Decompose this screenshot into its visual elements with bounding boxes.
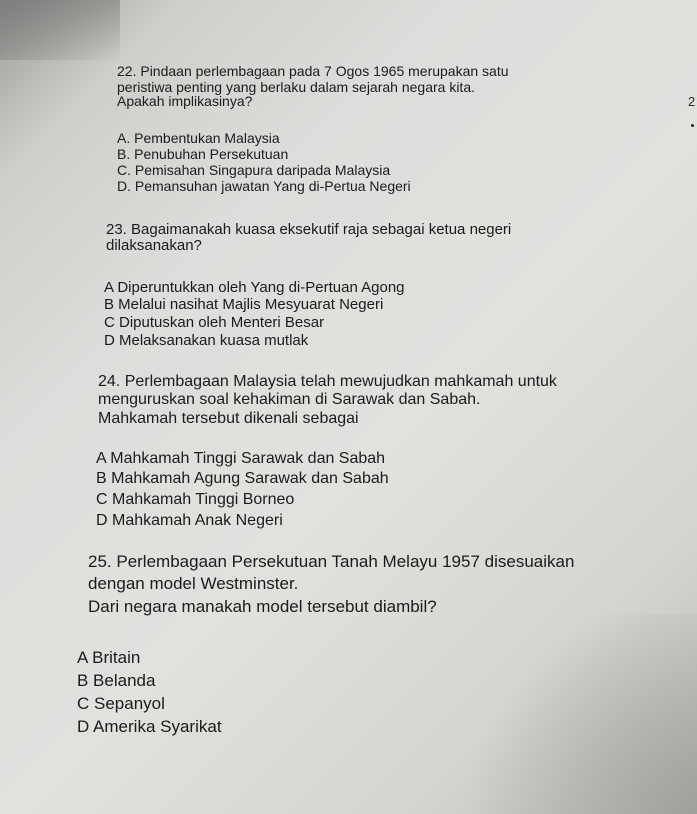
question-22-line-2: peristiwa penting yang berlaku dalam sejarah negara kita. (117, 79, 475, 95)
question-25-line-2: dengan model Westminster. (88, 574, 299, 593)
question-24-line-1: 24. Perlembagaan Malaysia telah mewujudkan mahkamah untuk (98, 373, 557, 390)
question-23-option-d: D Melaksanakan kuasa mutlak (104, 332, 309, 349)
question-24-line-3: Mahkamah tersebut dikenali sebagai (98, 410, 359, 427)
side-dot-mark (691, 124, 694, 127)
question-23-option-c: C Diputuskan oleh Menteri Besar (104, 314, 325, 331)
question-25-option-d: D Amerika Syarikat (77, 717, 222, 736)
question-22-option-d: D. Pemansuhan jawatan Yang di-Pertua Negeri (117, 178, 411, 194)
question-25-option-a: A Britain (77, 648, 141, 667)
question-23-line-2: dilaksanakan? (106, 237, 202, 254)
question-24-option-a: A Mahkamah Tinggi Sarawak dan Sabah (96, 450, 386, 467)
question-25-line-1: 25. Perlembagaan Persekutuan Tanah Melayu 1957 disesuaikan (88, 552, 575, 571)
question-24-option-d: D Mahkamah Anak Negeri (96, 512, 283, 529)
question-22-option-c: C. Pemisahan Singapura daripada Malaysia (117, 162, 391, 178)
question-23-option-a: A Diperuntukkan oleh Yang di-Pertuan Agong (104, 279, 405, 296)
question-22-option-a: A. Pembentukan Malaysia (117, 130, 280, 146)
question-24-option-c: C Mahkamah Tinggi Borneo (96, 491, 295, 508)
question-22-line-1: 22. Pindaan perlembagaan pada 7 Ogos 1965 merupakan satu (117, 63, 509, 79)
question-25-option-b: B Belanda (77, 671, 156, 690)
question-24-option-b: B Mahkamah Agung Sarawak dan Sabah (96, 470, 389, 487)
page-shadow-top-left (0, 0, 120, 60)
page-shadow-bottom-right (437, 614, 697, 814)
question-25-option-c: C Sepanyol (77, 694, 165, 713)
question-22-line-3: Apakah implikasinya? (117, 93, 253, 109)
side-page-number: 2 (688, 94, 696, 109)
question-23-line-1: 23. Bagaimanakah kuasa eksekutif raja sebagai ketua negeri (106, 221, 512, 238)
question-22-option-b: B. Penubuhan Persekutuan (117, 146, 289, 162)
question-23-option-b: B Melalui nasihat Majlis Mesyuarat Negeri (104, 296, 384, 313)
question-25-line-3: Dari negara manakah model tersebut diambil? (88, 597, 437, 616)
question-24-line-2: menguruskan soal kehakiman di Sarawak dan Sabah. (98, 391, 481, 408)
